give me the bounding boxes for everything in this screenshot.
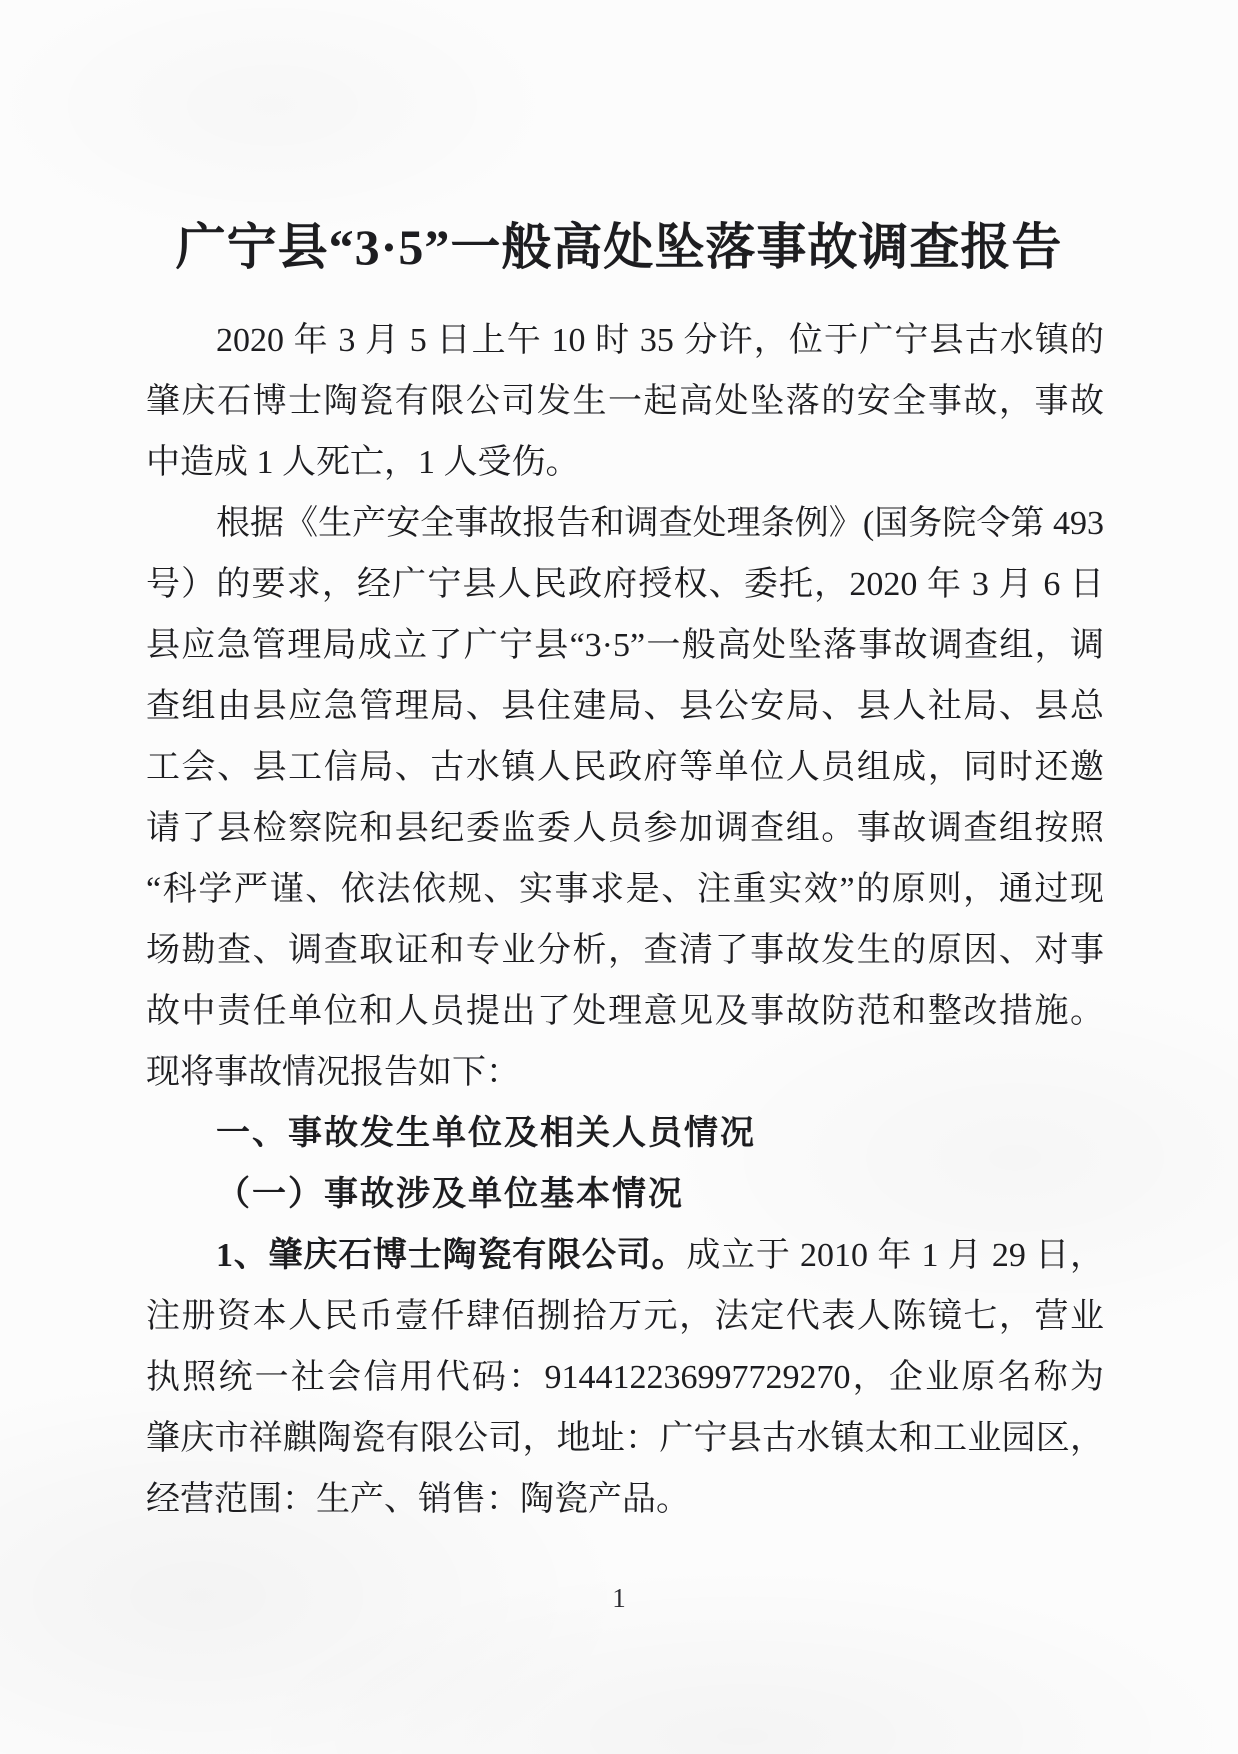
- body-line: 中造成 1 人死亡，1 人受伤。: [146, 444, 580, 481]
- body-line: 执照统一社会信用代码：914412236997729270，企业原名称为: [146, 1359, 1104, 1396]
- body-line: 查组由县应急管理局、县住建局、县公安局、县人社局、县总: [146, 688, 1104, 725]
- body-line: 肇庆石博士陶瓷有限公司发生一起高处坠落的安全事故，事故: [146, 383, 1104, 420]
- body-line: 2020 年 3 月 5 日上午 10 时 35 分许，位于广宁县古水镇的: [216, 322, 1104, 359]
- company-name-lead: 1、肇庆石博士陶瓷有限公司。: [216, 1237, 687, 1274]
- body-line: 请了县检察院和县纪委监委人员参加调查组。事故调查组按照: [146, 810, 1104, 847]
- page-number: 1: [612, 1583, 626, 1613]
- section-heading-2: （一）事故涉及单位基本情况: [216, 1176, 684, 1213]
- body-line: 县应急管理局成立了广宁县“3·5”一般高处坠落事故调查组，调: [146, 627, 1104, 664]
- body-line: 现将事故情况报告如下：: [146, 1054, 520, 1091]
- body-line: 肇庆市祥麒陶瓷有限公司，地址：广宁县古水镇太和工业园区，: [146, 1420, 1104, 1457]
- body-line: 工会、县工信局、古水镇人民政府等单位人员组成，同时还邀: [146, 749, 1104, 786]
- body-line: 场勘查、调查取证和专业分析，查清了事故发生的原因、对事: [146, 932, 1104, 969]
- body-line: “科学严谨、依法依规、实事求是、注重实效”的原则，通过现: [146, 871, 1104, 908]
- document-title: 广宁县“3·5”一般高处坠落事故调查报告: [175, 218, 1063, 275]
- document-body: [146, 310, 1104, 1530]
- body-line: 经营范围：生产、销售：陶瓷产品。: [146, 1481, 690, 1518]
- body-line: 故中责任单位和人员提出了处理意见及事故防范和整改措施。: [146, 993, 1104, 1030]
- body-line: 号）的要求，经广宁县人民政府授权、委托，2020 年 3 月 6 日: [146, 566, 1104, 603]
- body-line-text: 成立于 2010 年 1 月 29 日，: [686, 1237, 1105, 1274]
- body-line: [146, 1225, 1104, 1286]
- body-line: 根据《生产安全事故报告和调查处理条例》(国务院令第 493: [216, 505, 1104, 542]
- body-line: 注册资本人民币壹仟肆佰捌拾万元，法定代表人陈镜七，营业: [146, 1298, 1104, 1335]
- section-heading-1: 一、事故发生单位及相关人员情况: [216, 1114, 756, 1152]
